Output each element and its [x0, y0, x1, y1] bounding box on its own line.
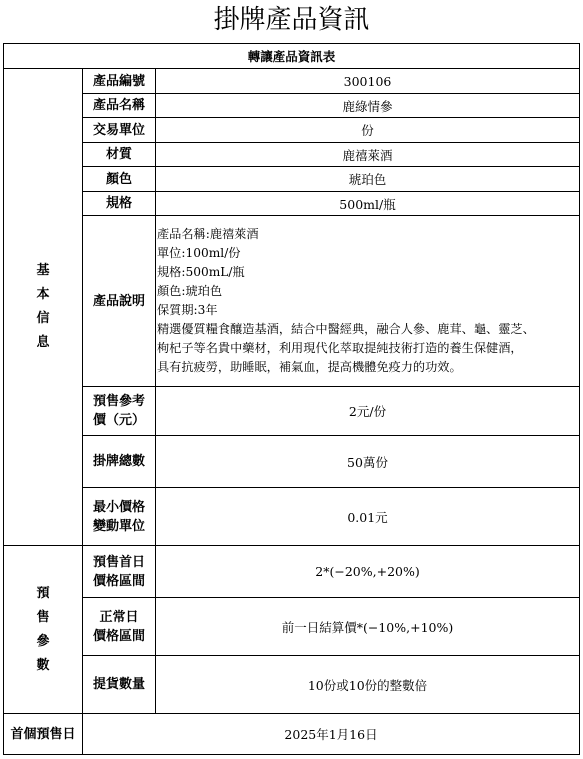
table-row — [4, 143, 580, 167]
table-row — [4, 598, 580, 656]
value-min-tick: 0.01元 — [156, 488, 580, 546]
value-first-day-range: 2*(−20%,+20%) — [156, 546, 580, 598]
label-total-listed: 掛牌總數 — [83, 436, 156, 488]
table-row — [4, 387, 580, 436]
table-caption: 轉讓產品資訊表 — [4, 44, 580, 69]
description-line: 規格:500mL/瓶 — [157, 265, 245, 279]
table-row — [4, 167, 580, 192]
value-total-listed: 50萬份 — [156, 436, 580, 488]
value-description — [156, 216, 580, 387]
label-description: 產品說明 — [83, 216, 156, 387]
label-min-tick: 最小價格 變動單位 — [83, 488, 156, 546]
label-first-day-range: 預售首日 價格區間 — [83, 546, 156, 598]
product-info-table — [3, 43, 580, 755]
description-line: 保質期:3年 — [157, 303, 218, 317]
value-product-name: 鹿綠情參 — [156, 94, 580, 118]
label-material: 材質 — [83, 143, 156, 167]
description-line: 枸杞子等名貴中藥材，利用現代化萃取提純技術打造的養生保健酒， — [157, 341, 523, 355]
table-caption-row — [4, 44, 580, 69]
table-row — [4, 488, 580, 546]
description-line: 產品名稱:鹿禧萊酒 — [157, 227, 259, 241]
table-row — [4, 714, 580, 755]
value-spec: 500ml/瓶 — [156, 192, 580, 216]
value-product-code: 300106 — [156, 69, 580, 94]
description-line: 精選優質糧食釀造基酒，結合中醫經典，融合人參、鹿茸、龜、靈芝、 — [157, 322, 535, 336]
table-row — [4, 216, 580, 387]
value-pickup-quantity: 10份或10份的整數倍 — [156, 656, 580, 714]
section-presale-params: 預 售 參 數 — [4, 546, 83, 714]
table-row — [4, 192, 580, 216]
label-spec: 規格 — [83, 192, 156, 216]
table-row — [4, 656, 580, 714]
section-basic-info: 基 本 信 息 — [4, 69, 83, 546]
table-row — [4, 436, 580, 488]
description-line: 單位:100ml/份 — [157, 246, 241, 260]
value-trade-unit: 份 — [156, 118, 580, 143]
page-title: 掛牌產品資訊 — [213, 5, 370, 35]
value-ref-price: 2元/份 — [156, 387, 580, 436]
value-color: 琥珀色 — [156, 167, 580, 192]
value-first-presale-day: 2025年1月16日 — [83, 714, 580, 755]
label-normal-day-range: 正常日 價格區間 — [83, 598, 156, 656]
description-line: 具有抗疲勞，助睡眠，補氣血，提高機體免疫力的功效。 — [157, 360, 462, 374]
label-product-code: 產品編號 — [83, 69, 156, 94]
value-material: 鹿禧萊酒 — [156, 143, 580, 167]
table-row — [4, 118, 580, 143]
table-row — [4, 546, 580, 598]
label-pickup-quantity: 提貨數量 — [83, 656, 156, 714]
label-first-presale-day: 首個預售日 — [4, 714, 83, 755]
table-row — [4, 69, 580, 94]
table-row — [4, 94, 580, 118]
label-color: 顏色 — [83, 167, 156, 192]
label-trade-unit: 交易單位 — [83, 118, 156, 143]
description-line: 顏色:琥珀色 — [157, 284, 223, 298]
label-ref-price: 預售參考 價（元） — [83, 387, 156, 436]
value-normal-day-range: 前一日結算價*(−10%,+10%) — [156, 598, 580, 656]
label-product-name: 產品名稱 — [83, 94, 156, 118]
